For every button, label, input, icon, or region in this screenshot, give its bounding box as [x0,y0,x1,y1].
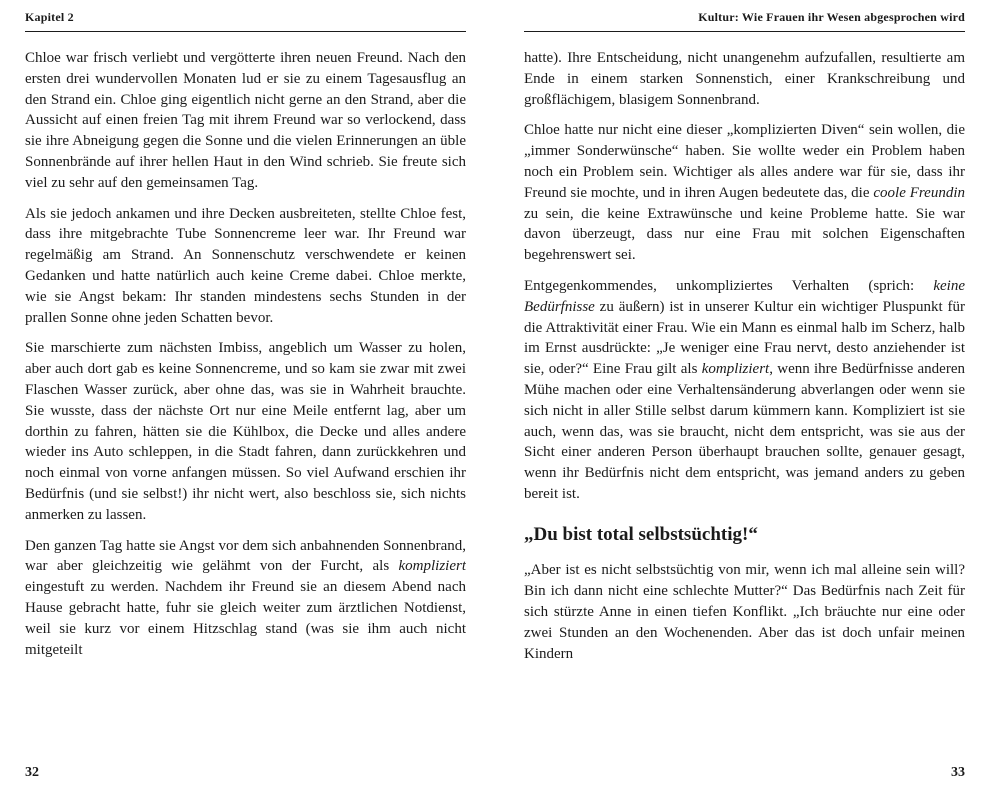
page-header-left [25,10,466,32]
running-head-section: Kultur: Wie Frauen ihr Wesen abgesprochen wird [698,10,965,24]
emphasized-text: coole Freundin [873,184,965,201]
text-segment: zu sein, die keine Extrawünsche und keine Probleme hatte. Sie war davon überzeugt, dass nur eine Frau mit solchen Eigenschaften begehrenswert sei. [524,205,965,264]
page-number-left: 32 [25,765,39,780]
paragraph [524,276,965,505]
paragraph [25,48,466,194]
paragraph [25,204,466,329]
text-segment: zu äußern) ist in unserer Kultur ein wichtiger Pluspunkt für die Attraktivität einer Frau. Wie ein Mann es einmal halb im Scherz, halb im Ernst ausdrückte: „Je weniger eine Frau nervt, desto anziehender ist sie, oder?“ Eine Frau gilt als [524,298,965,378]
paragraph [524,48,965,110]
section-heading: „Du bist total selbstsüchtig!“ [524,523,758,545]
text-segment: Chloe hatte nur nicht eine dieser „komplizierten Diven“ sein wollen, die „immer Sonderwünsche“ haben. Sie wollte weder ein Problem haben noch ein Problem sein. Wichtiger als alles andere war für sie, dass ihr Freund sie mochte, und in ihren Augen bedeutete das, die [524,122,965,201]
page-right [524,10,965,781]
emphasized-text: kompliziert [398,558,466,575]
page-left [25,10,466,781]
paragraph [524,560,965,664]
text-segment: eingestuft zu werden. Nachdem ihr Freund sie an diesem Abend nach Hause gebracht hatte, fuhr sie gleich weiter zum ärztlichen Notdienst, weil sie kurz vor einem Hitzschlag stand (was sie ihm auch nicht mitgeteilt [25,579,466,658]
text-segment: Chloe war frisch verliebt und vergötterte ihren neuen Freund. Nach den ersten drei wundervollen Monaten lud er sie zu einem Tagesausflug an den Strand ein. Chloe ging eigentlich nicht gerne an den Strand, aber die Aussicht auf einen freien Tag mit ihrem Freund war so verlockend, dass sie ihre Abneigung gegen die Sonne und die vielen Erinnerungen an üble Sonnenbrände auf ihrer hellen Haut in den Wind schrieb. Sie freute sich viel zu sehr auf den gemeinsamen Tag. [25,50,466,191]
page-number-right: 33 [951,765,965,780]
text-segment: hatte). Ihre Entscheidung, nicht unangenehm aufzufallen, resultierte am Ende in einem starken Sonnenstich, einer Krankschreibung und großflächigem, blasigem Sonnenbrand. [524,50,965,108]
page-footer-left [25,759,466,781]
body-text-left [25,48,466,759]
text-segment: Als sie jedoch ankamen und ihre Decken ausbreiteten, stellte Chloe fest, dass ihre mitgebrachte Tube Sonnencreme leer war. Ihr Freund war regelmäßig am Strand. An Sonnenschutz verschwendete er keinen Gedanken und hatte natürlich auch keine Creme dabei. Chloe merkte, wie sie Angst bekam: Ihr standen mindestens sechs Stunden in der prallen Sonne ohne jeden Schatten bevor. [25,205,466,326]
page-footer-right [524,759,965,781]
emphasized-text: keine Bedürfnisse [524,277,965,315]
page-header-right [524,10,965,32]
paragraph [25,338,466,525]
running-head-chapter: Kapitel 2 [25,10,74,24]
text-segment: Entgegenkommendes, unkompliziertes Verhalten (sprich: [524,277,934,294]
text-segment: Den ganzen Tag hatte sie Angst vor dem sich anbahnenden Sonnenbrand, war aber gleichzeitig wie gelähmt von der Furcht, als [25,537,466,575]
text-segment: , wenn ihre Bedürfnisse anderen Mühe machen oder eine Verhaltensänderung abverlangen oder wenn sie sich nicht in aller Stille selbst darum kümmern kann. Kompliziert ist sie auch, wenn das, was sie braucht, nicht dem entspricht, was sie aus der Sicht einer anderen Person überhaupt brauchen sollte, genauer gesagt, wenn ihr Bedürfnis nicht dem entspricht, was jemand anders zu geben bereit ist. [524,361,965,502]
text-segment: Sie marschierte zum nächsten Imbiss, angeblich um Wasser zu holen, aber auch dort gab es keine Sonnencreme, und so kam sie zwar mit zwei Flaschen Wasser zurück, aber ohne das, was sie in Wahrheit brauchte. Sie wusste, dass der nächste Ort nur eine Meile entfernt lag, aber um dorthin zu fahren, hätten sie die Kühlbox, die Decke und alles andere wieder ins Auto schleppen, in die Stadt fahren, dann zurückkehren und noch einmal von vorne anfangen müssen. So viel Aufwand erschien ihr Bedürfnis (und sie selbst!) ihr nicht wert, also beschloss sie, sich nichts anmerken zu lassen. [25,340,466,523]
emphasized-text: kompliziert [701,361,770,378]
paragraph [25,536,466,661]
text-segment: „Aber ist es nicht selbstsüchtig von mir, wenn ich mal alleine sein will? Bin ich dann nicht eine schlechte Mutter?“ Das Bedürfnis nach Zeit für sich stürzte Anne in einen tiefen Konflikt. „Ich bräuchte nur eine oder zwei Stunden an den Wochenenden. Aber das ist doch unfair meinen Kindern [524,562,965,662]
body-text-right [524,48,965,759]
paragraph [524,120,965,266]
